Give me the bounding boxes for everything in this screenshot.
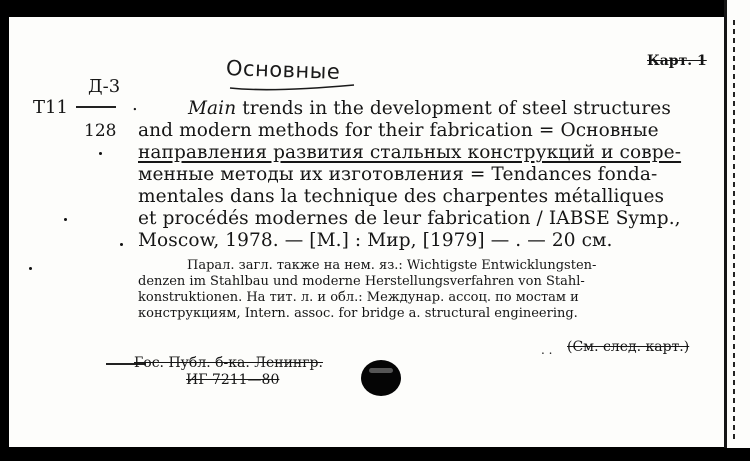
see-next-card: (См. след. карт.) [567,339,690,355]
handwritten-note: Основные [225,56,341,84]
shelf-number: 128 [84,121,117,141]
entry-line-5: mentales dans la technique des charpentes métalliques [138,186,665,207]
classification-rule [76,106,116,108]
entry-line-3: направления развития стальных конструкций и совре- [138,142,682,163]
card-edge [724,0,750,461]
note-line-1: Парал. загл. также на нем. яз.: Wichtigste Entwicklungsten- [187,258,597,273]
entry-line-4: менные методы их изготовления = Tendances fonda- [138,164,658,185]
note-line-4: конструкциям, Intern. assoc. for bridge a. structural engineering. [138,306,578,321]
punch-hole [361,360,401,396]
handwritten-underline [228,82,356,92]
entry-line-7: Moscow, 1978. — [M.] : Мир, [1979] — . — 20 см. [138,230,613,251]
library-holder: Гос. Публ. б-ка. Ленингр. [134,355,323,371]
entry-line-2: and modern methods for their fabrication = Основные [138,120,659,141]
scan-speck [99,152,102,155]
card-number: Карт. 1 [647,53,707,69]
entry-marker: . [132,94,138,115]
classification-code: Д-3 [88,76,121,97]
note-line-2: denzen im Stahlbau und moderne Herstellungsverfahren von Stahl- [138,274,585,289]
entry-line-1 [188,98,671,119]
card-registration: ИГ 7211—80 [186,372,280,388]
continuation-mark: . . [541,343,553,357]
scan-border [0,448,750,461]
entry-line-6: et procédés modernes de leur fabrication / IABSE Symp., [138,208,681,229]
title-first-word: Main [188,98,237,119]
shelf-mark: T11 [33,97,68,118]
scan-speck [64,218,67,221]
title-rest: trends in the development of steel structures [242,98,671,119]
note-line-3: konstruktionen. На тит. л. и обл.: Междунар. ассоц. по мостам и [138,290,579,305]
scan-speck [29,267,32,270]
scan-speck [120,243,123,246]
